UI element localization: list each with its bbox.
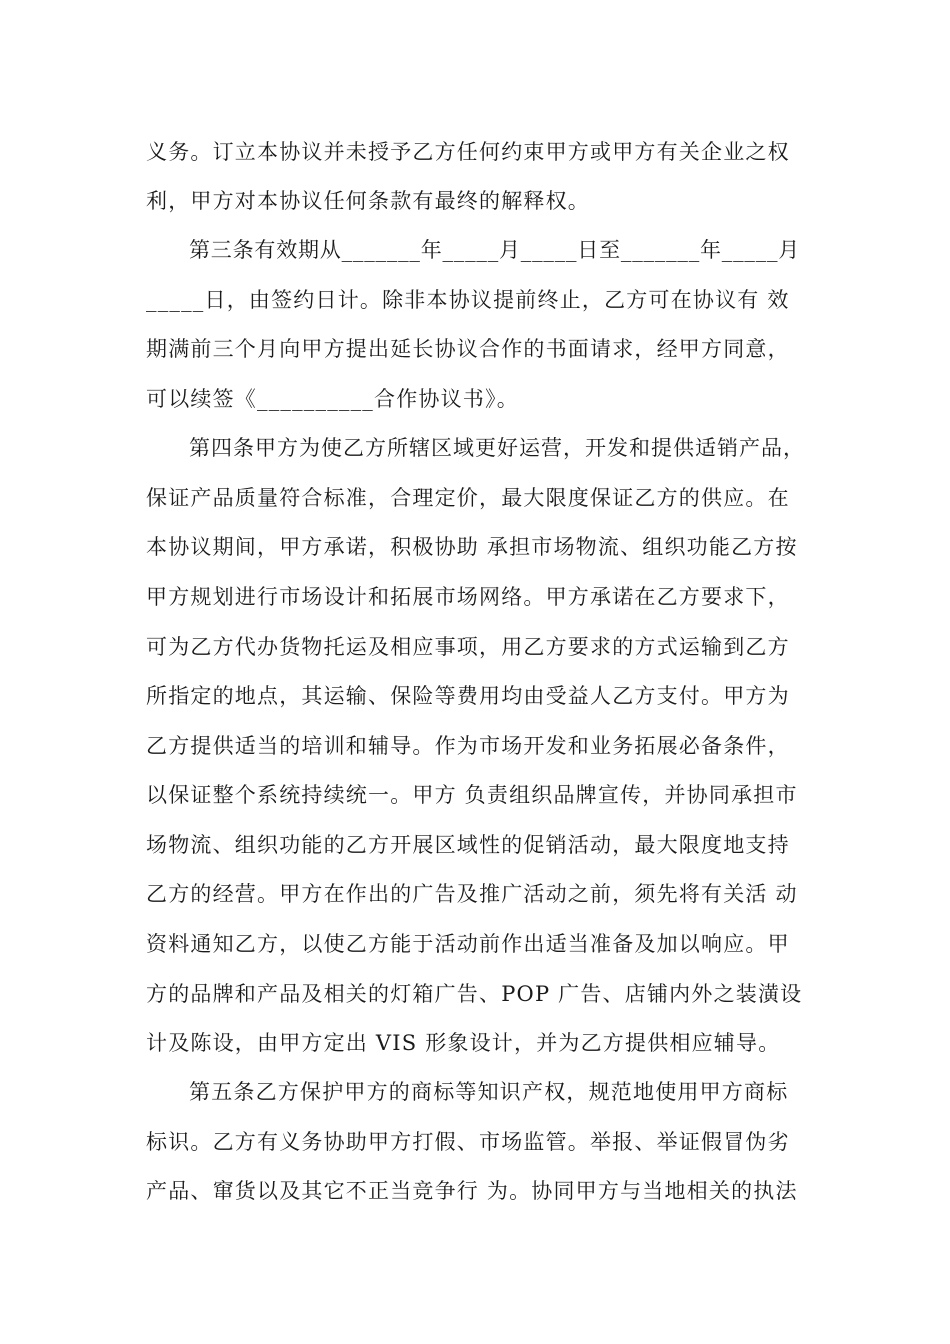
- text-line: 产品、窜货以及其它不正当竞争行 为。协同甲方与当地相关的执法: [146, 1179, 798, 1203]
- text-line: 甲方规划进行市场设计和拓展市场网络。甲方承诺在乙方要求下，: [146, 585, 790, 609]
- text-line: 所指定的地点，其运输、保险等费用均由受益人乙方支付。甲方为: [146, 684, 790, 708]
- text-line: 方的品牌和产品及相关的灯箱广告、POP 广告、店铺内外之装潢设: [146, 982, 803, 1006]
- text-line: 乙方提供适当的培训和辅导。作为市场开发和业务拓展必备条件，: [146, 734, 790, 758]
- text-line-article-5: 第五条乙方保护甲方的商标等知识产权，规范地使用甲方商标: [189, 1080, 789, 1104]
- text-line-article-4: 第四条甲方为使乙方所辖区域更好运营，开发和提供适销产品，: [189, 436, 805, 460]
- text-line: 可以续签《__________合作协议书》。: [146, 387, 519, 411]
- text-line: 可为乙方代办货物托运及相应事项，用乙方要求的方式运输到乙方: [146, 635, 790, 659]
- text-line: 场物流、组织功能的乙方开展区域性的促销活动，最大限度地支持: [146, 833, 790, 857]
- text-line: 以保证整个系统持续统一。甲方 负责组织品牌宣传，并协同承担市: [146, 783, 798, 807]
- text-line: 乙方的经营。甲方在作出的广告及推广活动之前，须先将有关活 动: [146, 882, 798, 906]
- text-line: 标识。乙方有义务协助甲方打假、市场监管。举报、举证假冒伪劣: [146, 1130, 790, 1154]
- text-line: 义务。订立本协议并未授予乙方任何约束甲方或甲方有关企业之权: [146, 140, 790, 164]
- text-line: 资料通知乙方，以使乙方能于活动前作出适当准备及加以响应。甲: [146, 932, 790, 956]
- text-line-article-3: 第三条有效期从_______年_____月_____日至_______年_____月: [189, 238, 801, 262]
- text-line: 计及陈设，由甲方定出 VIS 形象设计，并为乙方提供相应辅导。: [146, 1031, 781, 1055]
- text-line: 保证产品质量符合标准，合理定价，最大限度保证乙方的供应。在: [146, 486, 790, 510]
- text-line: _____日，由签约日计。除非本协议提前终止，乙方可在协议有 效: [146, 288, 790, 312]
- text-line: 利，甲方对本协议任何条款有最终的解释权。: [146, 189, 590, 213]
- text-line: 本协议期间，甲方承诺，积极协助 承担市场物流、组织功能乙方按: [146, 535, 798, 559]
- text-line: 期满前三个月向甲方提出延长协议合作的书面请求，经甲方同意，: [146, 337, 790, 361]
